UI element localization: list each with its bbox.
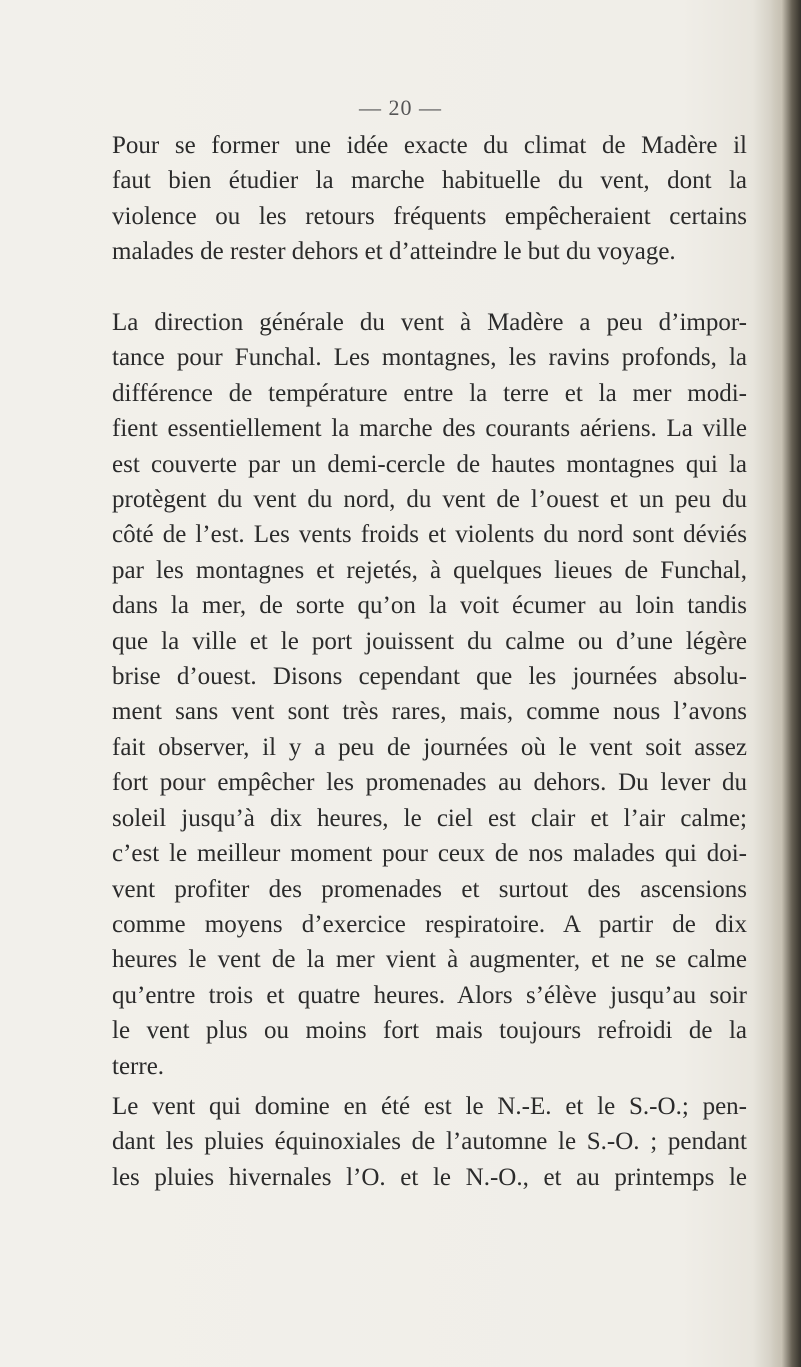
- text-line: malades de rester dehors et d’atteindre le but du voyage.: [112, 238, 676, 266]
- text-line: dant les pluies équinoxiales de l’automne le S.-O. ; pendant: [112, 1128, 747, 1156]
- text-line: protègent du vent du nord, du vent de l’ouest et un peu du: [112, 486, 747, 514]
- text-line: fient essentiellement la marche des courants aériens. La ville: [112, 415, 747, 443]
- text-line: côté de l’est. Les vents froids et violents du nord sont déviés: [112, 521, 747, 549]
- text-line: vent profiter des promenades et surtout des ascensions: [112, 875, 747, 903]
- text-line: fort pour empêcher les promenades au dehors. Du lever du: [112, 769, 747, 797]
- paragraph-seasonal-winds: [112, 1089, 747, 1195]
- text-line: Pour se former une idée exacte du climat de Madère il: [112, 132, 747, 159]
- text-line: brise d’ouest. Disons cependant que les journées absolu-: [112, 663, 747, 691]
- text-line: qu’entre trois et quatre heures. Alors s’élève jusqu’au soir: [112, 981, 747, 1009]
- text-line: Le vent qui domine en été est le N.-E. et le S.-O.; pen-: [112, 1093, 747, 1120]
- text-line: terre.: [112, 1052, 165, 1080]
- text-line: faut bien étudier la marche habituelle du vent, dont la: [112, 167, 747, 195]
- text-line: comme moyens d’exercice respiratoire. A partir de dix: [112, 910, 747, 938]
- text-line: tance pour Funchal. Les montagnes, les ravins profonds, la: [112, 344, 747, 372]
- page-number: — 20 —: [359, 95, 442, 120]
- text-line: par les montagnes et rejetés, à quelques lieues de Funchal,: [112, 556, 747, 584]
- text-line: différence de température entre la terre et la mer modi-: [112, 379, 747, 407]
- text-line: le vent plus ou moins fort mais toujours refroidi de la: [112, 1017, 747, 1045]
- text-line: fait observer, il y a peu de journées où le vent soit assez: [112, 733, 747, 761]
- paragraph-climate-intro: [112, 128, 747, 270]
- book-binding-edge: [771, 0, 801, 1367]
- text-line: soleil jusqu’à dix heures, le ciel est clair et l’air calme;: [112, 804, 747, 832]
- text-line: La direction générale du vent à Madère a peu d’impor-: [112, 309, 747, 336]
- text-line: c’est le meilleur moment pour ceux de nos malades qui doi-: [112, 840, 747, 868]
- text-line: est couverte par un demi-cercle de hautes montagnes qui la: [112, 450, 747, 478]
- text-line: que la ville et le port jouissent du calme ou d’une légère: [112, 627, 747, 655]
- paragraph-wind-direction: [112, 305, 747, 1084]
- text-line: violence ou les retours fréquents empêcheraient certains: [112, 202, 747, 230]
- text-line: dans la mer, de sorte qu’on la voit écumer au loin tandis: [112, 592, 747, 620]
- text-line: heures le vent de la mer vient à augmenter, et ne se calme: [112, 946, 747, 974]
- text-line: les pluies hivernales l’O. et le N.-O., et au printemps le: [112, 1163, 747, 1191]
- text-line: ment sans vent sont très rares, mais, comme nous l’avons: [112, 698, 747, 726]
